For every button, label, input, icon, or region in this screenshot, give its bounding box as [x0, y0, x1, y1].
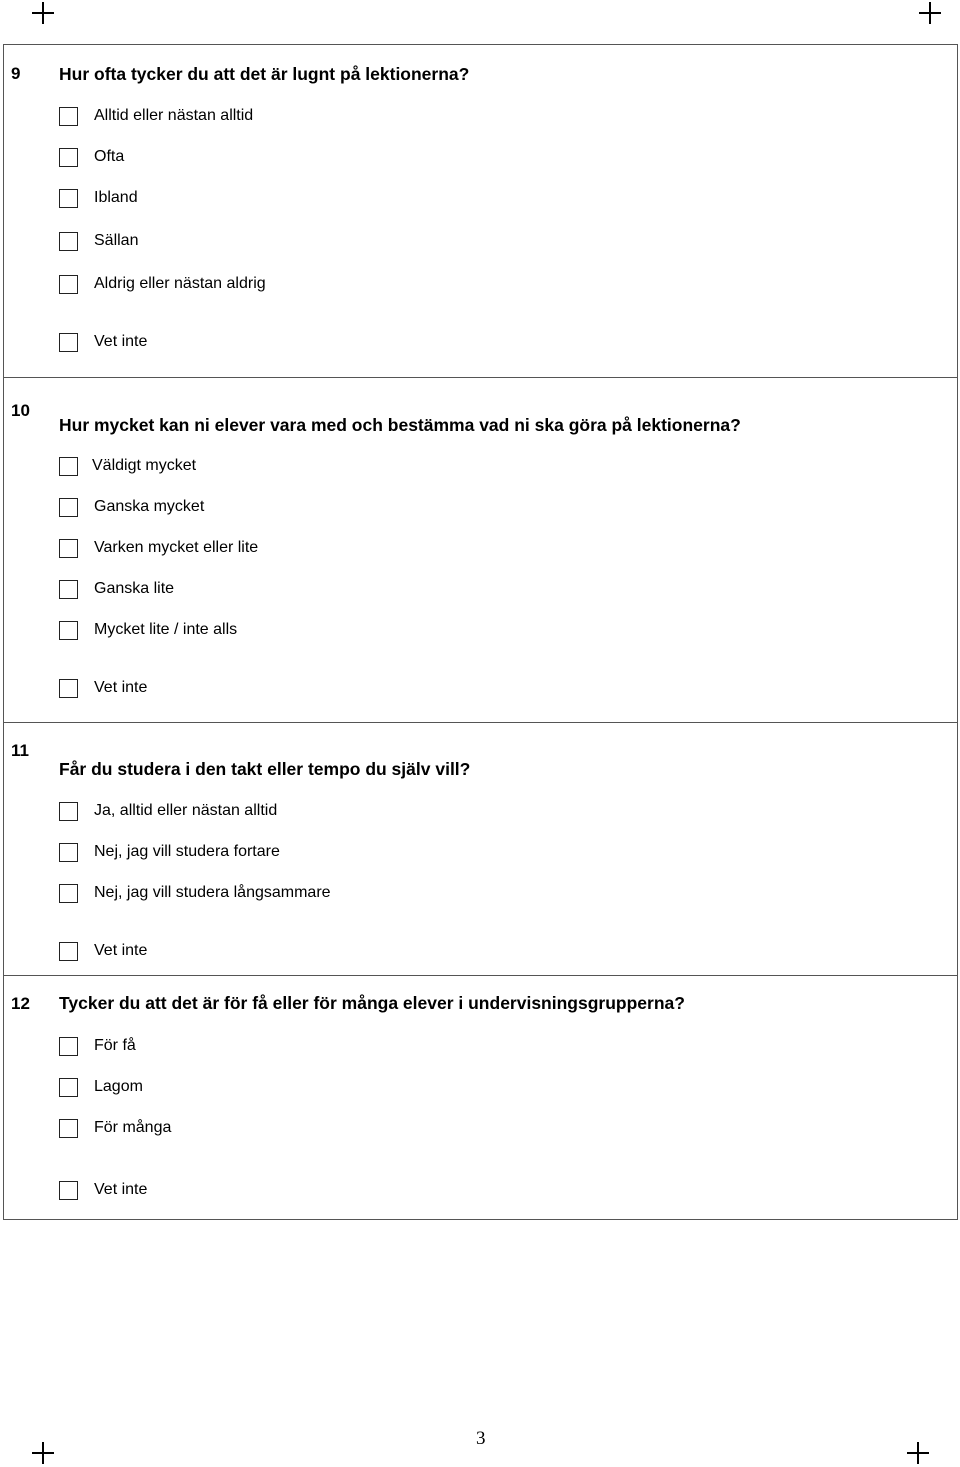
- section-divider: [4, 377, 957, 378]
- option-label: Vet inte: [94, 333, 148, 350]
- option-q10-2[interactable]: [59, 496, 204, 518]
- option-q12-2[interactable]: [59, 1076, 143, 1098]
- checkbox[interactable]: [59, 333, 78, 352]
- option-label: Varken mycket eller lite: [94, 539, 259, 556]
- checkbox[interactable]: [59, 539, 78, 558]
- checkbox[interactable]: [59, 580, 78, 599]
- questionnaire-frame: [3, 44, 958, 1220]
- checkbox[interactable]: [59, 275, 78, 294]
- question-text: Hur ofta tycker du att det är lugnt på lektionerna?: [59, 64, 470, 84]
- option-q12-4[interactable]: [59, 1179, 147, 1201]
- option-q10-5[interactable]: [59, 619, 237, 641]
- option-q12-1[interactable]: [59, 1035, 136, 1057]
- section-divider: [4, 975, 957, 976]
- checkbox[interactable]: [59, 884, 78, 903]
- option-q9-5[interactable]: [59, 273, 266, 295]
- checkbox[interactable]: [59, 621, 78, 640]
- option-q11-1[interactable]: [59, 800, 277, 822]
- checkbox[interactable]: [59, 843, 78, 862]
- crop-mark-top-right-icon: [919, 2, 941, 24]
- option-q11-3[interactable]: [59, 882, 331, 904]
- checkbox[interactable]: [59, 942, 78, 961]
- option-q9-1[interactable]: [59, 105, 253, 127]
- option-q11-2[interactable]: [59, 841, 280, 863]
- option-label: Aldrig eller nästan aldrig: [94, 275, 266, 292]
- option-q10-6[interactable]: [59, 677, 147, 699]
- option-q12-3[interactable]: [59, 1117, 171, 1139]
- question-number: 11: [11, 741, 29, 760]
- option-label: Ofta: [94, 148, 125, 165]
- option-q10-1[interactable]: [59, 455, 196, 477]
- option-label: Ganska lite: [94, 580, 175, 597]
- option-q9-4[interactable]: [59, 230, 138, 252]
- question-number: 10: [11, 401, 30, 420]
- option-label: Ibland: [94, 189, 138, 206]
- option-label: Nej, jag vill studera fortare: [94, 843, 280, 860]
- option-label: Vet inte: [94, 1181, 148, 1198]
- option-q10-3[interactable]: [59, 537, 258, 559]
- crop-mark-bottom-right-icon: [907, 1442, 929, 1464]
- checkbox[interactable]: [59, 1078, 78, 1097]
- option-label: Vet inte: [94, 679, 148, 696]
- option-q9-2[interactable]: [59, 146, 124, 168]
- checkbox[interactable]: [59, 498, 78, 517]
- option-label: Mycket lite / inte alls: [94, 621, 238, 638]
- question-number: 9: [11, 64, 21, 83]
- checkbox[interactable]: [59, 1037, 78, 1056]
- option-q9-6[interactable]: [59, 331, 147, 353]
- checkbox[interactable]: [59, 1119, 78, 1138]
- option-q9-3[interactable]: [59, 187, 138, 209]
- option-q11-4[interactable]: [59, 940, 147, 962]
- option-label: För få: [94, 1037, 136, 1054]
- question-text: Hur mycket kan ni elever vara med och bestämma vad ni ska göra på lektionerna?: [59, 415, 741, 435]
- section-divider: [4, 722, 957, 723]
- option-label: Ja, alltid eller nästan alltid: [94, 802, 278, 819]
- checkbox[interactable]: [59, 107, 78, 126]
- option-label: Sällan: [94, 232, 139, 249]
- crop-mark-top-left-icon: [32, 2, 54, 24]
- checkbox[interactable]: [59, 232, 78, 251]
- option-label: Vet inte: [94, 942, 148, 959]
- checkbox[interactable]: [59, 679, 78, 698]
- question-text: Får du studera i den takt eller tempo du själv vill?: [59, 759, 471, 779]
- option-label: Nej, jag vill studera långsammare: [94, 884, 331, 901]
- checkbox[interactable]: [59, 457, 78, 476]
- option-q10-4[interactable]: [59, 578, 174, 600]
- option-label: Alltid eller nästan alltid: [94, 107, 254, 124]
- option-label: För många: [94, 1119, 172, 1136]
- page-number: 3: [476, 1428, 486, 1449]
- checkbox[interactable]: [59, 189, 78, 208]
- checkbox[interactable]: [59, 1181, 78, 1200]
- option-label: Ganska mycket: [94, 498, 205, 515]
- question-text: Tycker du att det är för få eller för många elever i undervisningsgrupperna?: [59, 993, 685, 1013]
- checkbox[interactable]: [59, 802, 78, 821]
- checkbox[interactable]: [59, 148, 78, 167]
- question-number: 12: [11, 994, 30, 1013]
- option-label: Väldigt mycket: [92, 457, 197, 474]
- option-label: Lagom: [94, 1078, 143, 1095]
- crop-mark-bottom-left-icon: [32, 1442, 54, 1464]
